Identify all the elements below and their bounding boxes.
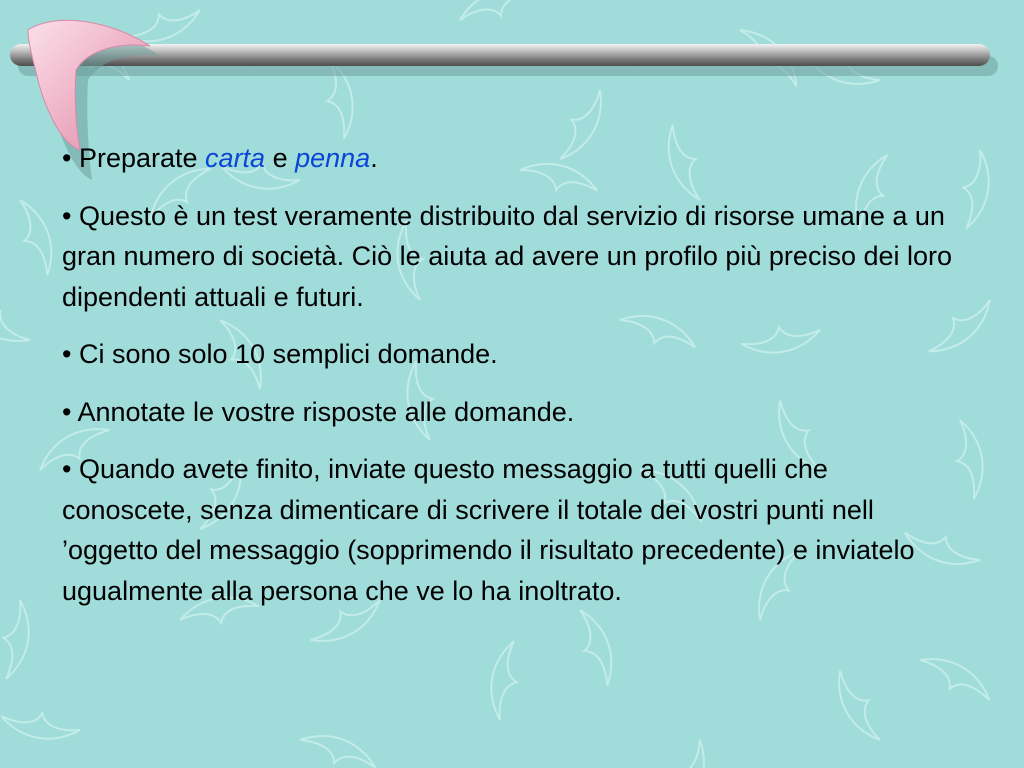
- bullet-materials: [62, 138, 962, 179]
- bullet-test-description: • Questo è un test veramente distribuito dal servizio di risorse umane a un gran numero di società. Ciò le aiuta ad avere un profilo più preciso dei loro dipendenti attuali e futuri.: [62, 200, 953, 312]
- bullet-question-count: • Ci sono solo 10 semplici domande.: [62, 339, 498, 369]
- bullet-forward-instructions: • Quando avete finito, inviate questo messaggio a tutti quelli che conoscete, senza dimenticare di scrivere il totale dei vostri punti nell ’oggetto del messaggio (sopprimendo il risultato precedente) e inviatelo ugualmente alla persona che ve lo ha inoltrato.: [62, 454, 915, 606]
- materials-suffix: .: [370, 143, 378, 173]
- bullet-glyph: •: [62, 143, 72, 173]
- slide-body: [62, 138, 962, 628]
- bullet-note-answers: • Annotate le vostre risposte alle domande.: [62, 396, 575, 427]
- highlight-carta: carta: [205, 143, 266, 173]
- highlight-penna: penna: [295, 143, 371, 173]
- materials-joiner: e: [265, 143, 296, 173]
- materials-prefix: Preparate: [78, 143, 206, 173]
